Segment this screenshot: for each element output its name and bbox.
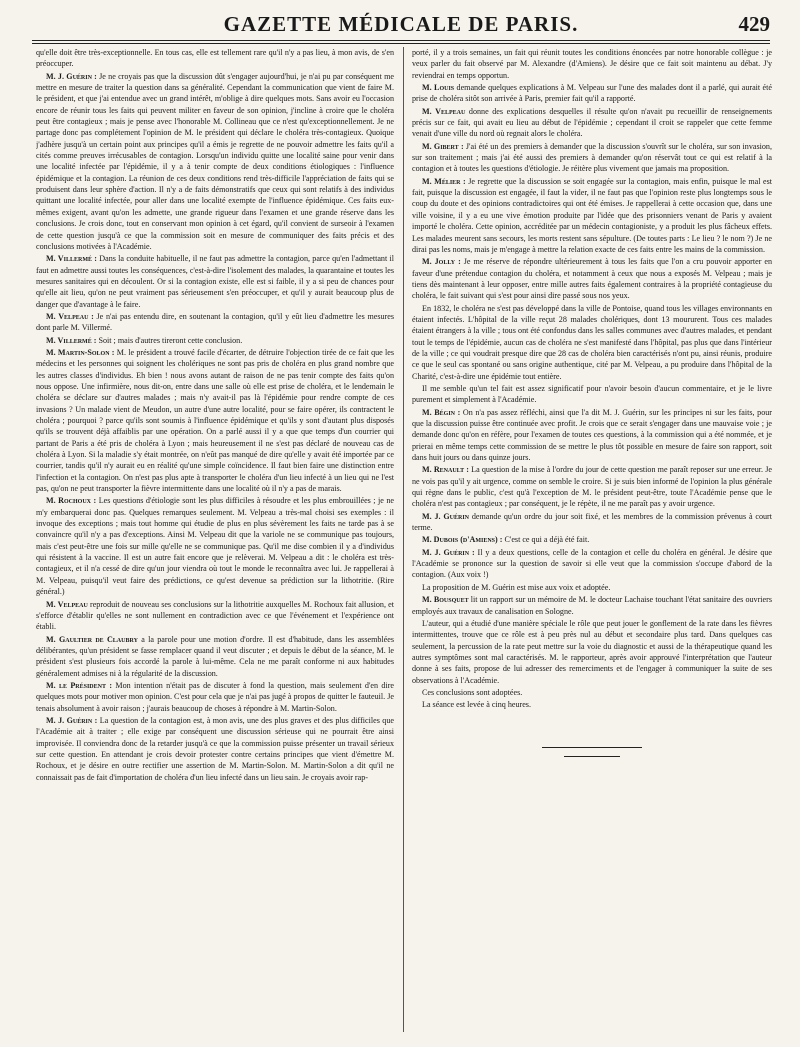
running-title: GAZETTE MÉDICALE DE PARIS.: [223, 12, 579, 36]
paragraph: [36, 71, 394, 253]
paragraph: [36, 495, 394, 597]
paragraph: [412, 141, 772, 175]
paragraph-text: porté, il y a trois semaines, un fait qui réunit toutes les conditions énoncées par notre honorable collègue : je veux parler du fait observé par M. Alexandre (d'Amiens). Je désire que ce fait soit maintenu au débat. J'y reviendrai en temps opportun.: [412, 48, 772, 80]
paragraph: [36, 599, 394, 633]
paragraph: [412, 594, 772, 617]
paragraph-text: Soit ; mais d'autres tireront cette conclusion.: [98, 335, 243, 345]
paragraph-text: Je ne croyais pas que la discussion dût s'engager aujourd'hui, je n'ai pu par conséquent me mettre en mesure de traiter la question dans sa généralité. Cependant la communication que vient de faire M. le président, et que j'ai entendue avec un grand intérêt, m'oblige à dire quelques mots. Sans avoir eu l'occasion encore de réunir tous les faits qui peuvent militer en faveur de son opinion, j'incline à croire que le choléra peut être contagieux ; mais je pense avec l'honorable M. Collineau que ce n'est qu'exceptionnellement. Je ne partage donc pas complétement l'opinion de M. le président qui déclare le choléra très-contagieux. Quoique j'adhère jusqu'à un certain point aux principes qu'il a émis je regrette de ne pouvoir admettre les faits qu'il a cités comme preuves irrécusables de contagion. Lorsqu'un individu quitte une localité saine pour venir dans une localité infectée par l'épidémie, il y a à tenir compte de deux conditions étiologiques : l'influence épidémique et la contagion. La réunion de ces deux conditions rend très-difficile l'appréciation de faits qui se produisent dans leur sphère d'action. Il n'y a de faits démonstratifs que ceux qui sont relatifs à des individus quittant une localité infectée, pour aller dans une localité exempte de l'influence épidémique. Ces faits eux-mêmes exigent, avant qu'on les admette, une grande rigueur dans l'examen et une grande réserve dans les conclusions. Je crois donc, tout en conservant mon opinion à cet égard, qu'il convient de surseoir à l'examen de cette question jusqu'à ce que la commission soit en mesure de communiquer des faits précis et des conclusions motivées à l'Académie.: [36, 71, 394, 251]
paragraph: [412, 303, 772, 382]
header-rule: [32, 40, 770, 41]
paragraph-text: L'auteur, qui a étudié d'une manière spéciale le rôle que peut jouer le gonflement de la rate dans les fièvres intermittentes, trouve que ce rôle est à peu près nul au début et secondaire plus tard. Dans quelques cas seulement, la percussion de la rate peut mettre sur la voie du diagnostic et aussi de la thérapeutique quand les autres symptômes sont mal caractérisés. M. le rapporteur, après avoir approuvé l'interprétation que l'auteur donne à ses faits, propose de lui adresser des remerciments et de l'engager à communiquer la suite de ses observations à l'Académie.: [412, 618, 772, 685]
paragraph-text: On n'a pas assez réfléchi, ainsi que l'a dit M. J. Guérin, sur les principes ni sur les faits, pour que la discussion puisse être continuée avec profit. Je crois que ce serait s'engager dans une mauvaise voie ; je demande donc qu'on en réfère, pour l'examen de toutes ces questions, à la commission qui a été nommée, et je prierai en même temps cette commission de se mettre le plus tôt possible en mesure de faire son rapport, soit dans huit jours ou dans quinze jours.: [412, 407, 772, 463]
paragraph: [36, 680, 394, 714]
speaker-name: M. Rochoux :: [46, 496, 97, 506]
paragraph: [412, 547, 772, 581]
speaker-name: M. Renault :: [422, 465, 469, 475]
speaker-name: M. Villermé :: [46, 335, 97, 345]
paragraph: [36, 335, 394, 346]
paragraph: [412, 464, 772, 509]
paragraph: [412, 687, 772, 698]
paragraph: [412, 534, 772, 545]
paragraph-text: La proposition de M. Guérin est mise aux voix et adoptée.: [422, 582, 611, 592]
speaker-name: M. Mélier :: [422, 176, 466, 186]
speaker-name: M. J. Guérin :: [46, 71, 97, 81]
speaker-name: M. Jolly :: [422, 257, 461, 267]
speaker-name: M. Velpeau :: [46, 311, 94, 321]
speaker-name: M. Gaultier de Claubry: [46, 634, 138, 644]
speaker-name: M. Bousquet: [422, 595, 469, 605]
paragraph-text: Mon intention n'était pas de discuter à fond la question, mais seulement d'en dire quelques mots pour motiver mon opinion. C'est pour cela que je n'ai pas jugé à propos de quitter le fauteuil. Je tenais absolument à avoir raison ; j'aurais beaucoup de choses à répondre à M. Martin-Solon.: [36, 680, 394, 713]
page-header: [32, 10, 770, 44]
paragraph-text: J'ai été un des premiers à demander que la discussion s'ouvrît sur le choléra, sur son invasion, sur son traitement ; mais j'ai été aussi des premiers à demander qu'on réservât tout ce qui est relatif à la contagion et à toutes les questions d'étiologie. Je réitère plus vivement que jamais ma proposition.: [412, 141, 772, 174]
paragraph: [412, 176, 772, 255]
speaker-name: M. Villermé :: [46, 254, 97, 264]
paragraph: [412, 407, 772, 464]
speaker-name: M. J. Guérin: [422, 511, 469, 521]
paragraph-text: Je n'ai pas entendu dire, en soutenant la contagion, qu'il y eût lieu d'admettre les mesures dont parle M. Villermé.: [36, 311, 394, 333]
speaker-name: M. Velpeau: [422, 106, 466, 116]
paragraph-text: reproduit de nouveau ses conclusions sur la lithotritie auxquelles M. Rochoux fait allusion, et s'efforce d'établir qu'elles ne sont nullement en contradiction avec ce que l'événement et l'expérience ont établi.: [36, 599, 394, 632]
paragraph-text: demande qu'un ordre du jour soit fixé, et les membres de la commission prévenus à court terme.: [412, 511, 772, 533]
paragraph-text: Je me réserve de répondre ultérieurement à tous les faits que l'on a cru pouvoir apporter en faveur d'une prétendue contagion du choléra, et notamment à ceux que nous a exposés M. Velpeau ; mais je tiens dès maintenant à leur opposer, entre mille autres faits également contraires à la propriété contagieuse du choléra, le fait suivant qui s'est pour ainsi dire passé sous nos yeux.: [412, 257, 772, 301]
paragraph: [412, 699, 772, 710]
speaker-name: M. J. Guérin :: [422, 547, 475, 557]
speaker-name: M. Velpeau: [46, 599, 88, 609]
page-number: 429: [738, 12, 770, 36]
paragraph: [36, 253, 394, 310]
end-rule-short: [564, 756, 620, 757]
paragraph-text: La question de la contagion est, à mon avis, une des plus graves et des plus difficiles que l'Académie ait à traiter ; elle exige par conséquent une discussion sérieuse qui ne pourrait être ainsi improvisée. Il conviendra donc de la retarder jusqu'à ce que la commission puisse présenter un travail sérieux sur cette question. En attendant je crois devoir protester contre certains principes que vient d'émettre M. Rochoux, et je désire en outre rectifier une assertion de M. Martin-Solon. M. Martin-Solon a dit qu'il ne connaissait pas de fait d'importation de choléra d'un lieu infecté dans un lieu sain. Je croyais avoir rap-: [36, 715, 394, 782]
speaker-name: M. Dubois (d'Amiens) :: [422, 535, 503, 545]
paragraph: [36, 634, 394, 679]
left-column: [36, 47, 394, 1039]
paragraph-text: donne des explications desquelles il résulte qu'on n'avait pu recueillir de renseignements précis sur ce fait, qui avait eu lieu au début de l'épidémie ; cependant il croit se rappeler que cette femme venait d'une ville du nord où regnait alors le choléra.: [412, 106, 772, 139]
paragraph-text: lit un rapport sur un mémoire de M. le docteur Lachaise touchant l'état sanitaire des ouvriers employés aux travaux de canalisation en Sologne.: [412, 595, 772, 616]
speaker-name: M. J. Guérin :: [46, 715, 98, 725]
paragraph: [412, 256, 772, 301]
paragraph: [412, 82, 772, 105]
paragraph-text: Il me semble qu'un tel fait est assez significatif pour n'avoir besoin d'aucun commentaire, et je le livre purement et simplement à l'Académie.: [412, 383, 772, 405]
paragraph-text: Dans la conduite habituelle, il ne faut pas admettre la contagion, parce qu'en l'admettant il faut en admettre aussi toutes les conséquences, c'est-à-dire l'isolement des malades, la quarantaine et toutes les mesures sanitaires qui en découlent. Or si la contagion existe, elle est si faible, il y a si peu de chances pour qu'elle ait lieu, qu'on ne peut vraiment pas sérieusement s'en préoccuper, et qu'il y aurait beaucoup plus de danger que d'avantage à le faire.: [36, 254, 394, 309]
paragraph-text: Il y a deux questions, celle de la contagion et celle du choléra en général. Je désire que l'Académie se prononce sur la question de savoir si elle veut que la commission s'occupe d'abord de la contagion. (Aux voix !): [412, 547, 772, 580]
paragraph: [36, 47, 394, 70]
paragraph-text: La question de la mise à l'ordre du jour de cette question me paraît reposer sur une erreur. Je ne vois pas qu'il y ait urgence, comme on semble le croire. Si je suis bien informé de l'opinion la plus générale qui règne dans le public, c'est qu'à l'exception de M. le président peut-être, toute l'Académie pense que le choléra n'est pas contagieux ; par conséquent, je le répète, il ne me paraît pas y avoir urgence.: [412, 465, 772, 509]
paragraph: [412, 47, 772, 81]
paragraph: [412, 582, 772, 593]
paragraph-text: qu'elle doit être très-exceptionnelle. En tous cas, elle est tellement rare qu'il n'y a pas lieu, à mon avis, de s'en préoccuper.: [36, 48, 394, 69]
header-rule-double: [32, 43, 770, 44]
speaker-name: M. Louis: [422, 83, 455, 93]
speaker-name: M. Martin-Solon :: [46, 347, 115, 357]
paragraph: [412, 511, 772, 534]
paragraph: [412, 106, 772, 140]
paragraph-text: M. le président a trouvé facile d'écarter, de détruire l'objection tirée de ce fait que les médecins et les personnes qui soignent les cholériques ne sont pas pris de choléra en plus grand nombre que les autres classes d'individus. Eh bien ! nous avons autant de raison de ne pas tenir compte des faits qu'on nous oppose. Une infirmière, nous dit-on, entre dans une salle où elle est prise de choléra, et le lendemain le choléra se déclare sur d'autres malades ; mais n'y avait-il pas là l'épidémie pour rendre compte de ces invasions ? Un malade vient de Meudon, un autre d'une autre localité, pour se faire opérer, ils contractent le choléra ; pourquoi ? parce qu'ils sont soumis à l'influence épidémique et qu'ils y sont d'autant plus disposés qu'ils se trouvent déjà affaiblis par une opération. On a parlé aussi il y a que que temps d'un courrier qui partant de Paris a été pris de choléra à Lyon ; mais heureusement il ne s'est pas déclaré de nouveau cas de choléra à Lyon. Si la maladie s'y était montrée, on n'eût pas manqué de dire qu'elle y avait été importée par ce courrier, tandis qu'il n'y aurait eu en réalité qu'une simple coïncidence. Il faut bien faire une distinction entre l'infection et la contagion. On n'est pas plus apte à transporter le choléra d'un lieu infecté à un lieu qui ne l'est pas, qu'on ne peut transporter la fièvre intermittente dans une localité où il n'y a pas de marais.: [36, 347, 394, 494]
column-divider: [403, 47, 404, 1032]
paragraph: [412, 618, 772, 686]
paragraph-text: C'est ce qui a déjà été fait.: [504, 535, 590, 545]
paragraph-text: En 1832, le choléra ne s'est pas développé dans la ville de Pontoise, quand tous les villages environnants en étaient infectés. L'hôpital de la ville reçut 28 malades cholériques, dont 13 moururent. Tous ces malades étaient étrangers à la ville ; tous ont été confondus dans les salles communes avec d'autres malades, et pendant tout le temps de l'épidémie, aucun cas de choléra ne s'est manifesté dans l'hôpital, pas plus que dans l'intérieur de la ville ; ce qui voudrait presque dire que 28 cas de choléra bien caractérisés n'ont pu, ainsi réunis, produire ce que le seul cas spontané ou sans origine authentique, cité par M. Velpeau, a pu produire dans l'hôpital de la Charité, c'est-à-dire une épidémie tout entière.: [412, 303, 772, 381]
speaker-name: M. Bégin :: [422, 407, 461, 417]
paragraph: [412, 383, 772, 406]
paragraph-text: Ces conclusions sont adoptées.: [422, 687, 523, 697]
paragraph-text: a la parole pour une motion d'ordre. Il est d'habitude, dans les assemblées délibérantes, qu'un président se fasse remplacer quand il veut discuter ; et depuis le début de la séance, M. le président s'est plusieurs fois accordé la parole à lui-même. Cela ne me paraît conforme ni aux habitudes généralement admises ni à la régularité de la discussion.: [36, 634, 394, 678]
right-column: [412, 47, 772, 1039]
speaker-name: M. le Président :: [46, 680, 113, 690]
paragraph-text: demande quelques explications à M. Velpeau sur l'une des malades dont il a parlé, qui aurait été prise de choléra sitôt son arrivée à Paris, premier fait qu'il a rapporté.: [412, 83, 772, 104]
paragraph-text: Je regrette que la discussion se soit engagée sur la contagion, mais enfin, puisque le mal est fait, puisque la discussion est engagée, il faut la vider, il ne faut pas que l'opinion reste plus longtemps sous le coup du doute et des opinions contradictoires qui ont été émises. Je rappellerai à cette occasion que, dans une ville voisine, il y a eu une vive émotion produite par l'idée que des prisonniers venant de Paris y avaient importé le choléra. Cette opinion, accréditée par un médecin contagioniste, y a produit les plus fâcheux effets. Les malades meurent sans secours, les morts restent sans sépulture. (De toutes parts : Le lieu ? le nom ?) Je ne dirai pas les noms, mais je m'engage à mettre la relation exacte de ces faits entre les mains de la commission.: [412, 176, 772, 254]
paragraph: [36, 347, 394, 494]
speaker-name: M. Gibert :: [422, 141, 464, 151]
paragraph-text: La séance est levée à cinq heures.: [422, 700, 531, 710]
end-rule: [542, 747, 642, 748]
paragraph: [36, 715, 394, 783]
paragraph-text: Les questions d'étiologie sont les plus difficiles à résoudre et les plus embrouillées ; je ne m'y embarquerai donc pas. Quelques remarques seulement. M. Velpeau a très-mal choisi ses exemples : il invoque des exceptions ; mais tout homme qui étudie de plus en plus sévèrement les faits ne tarde pas à se convaincre qu'il n'y a pas d'exceptions. Ainsi M. Velpeau dit que la variole ne se communique pas toujours, mais c'est peut-être une fois sur mille qu'elle ne se communique pas. Qu'il me dise combien il y a d'individus qui résistent à la vaccine. Il est un autre fait encore que je relèverai. M. Velpeau a dit : le choléra est très-contagieux, et il n'a cessé de dire qu'un jour viendra où tout le monde le reconnaîtra avec lui. Je rappellerai à M. Velpeau, puisqu'il veut faire des prédictions, ce qu'est devenue sa prédiction sur la lithotritie. (Rire général.): [36, 496, 394, 597]
paragraph: [36, 311, 394, 334]
